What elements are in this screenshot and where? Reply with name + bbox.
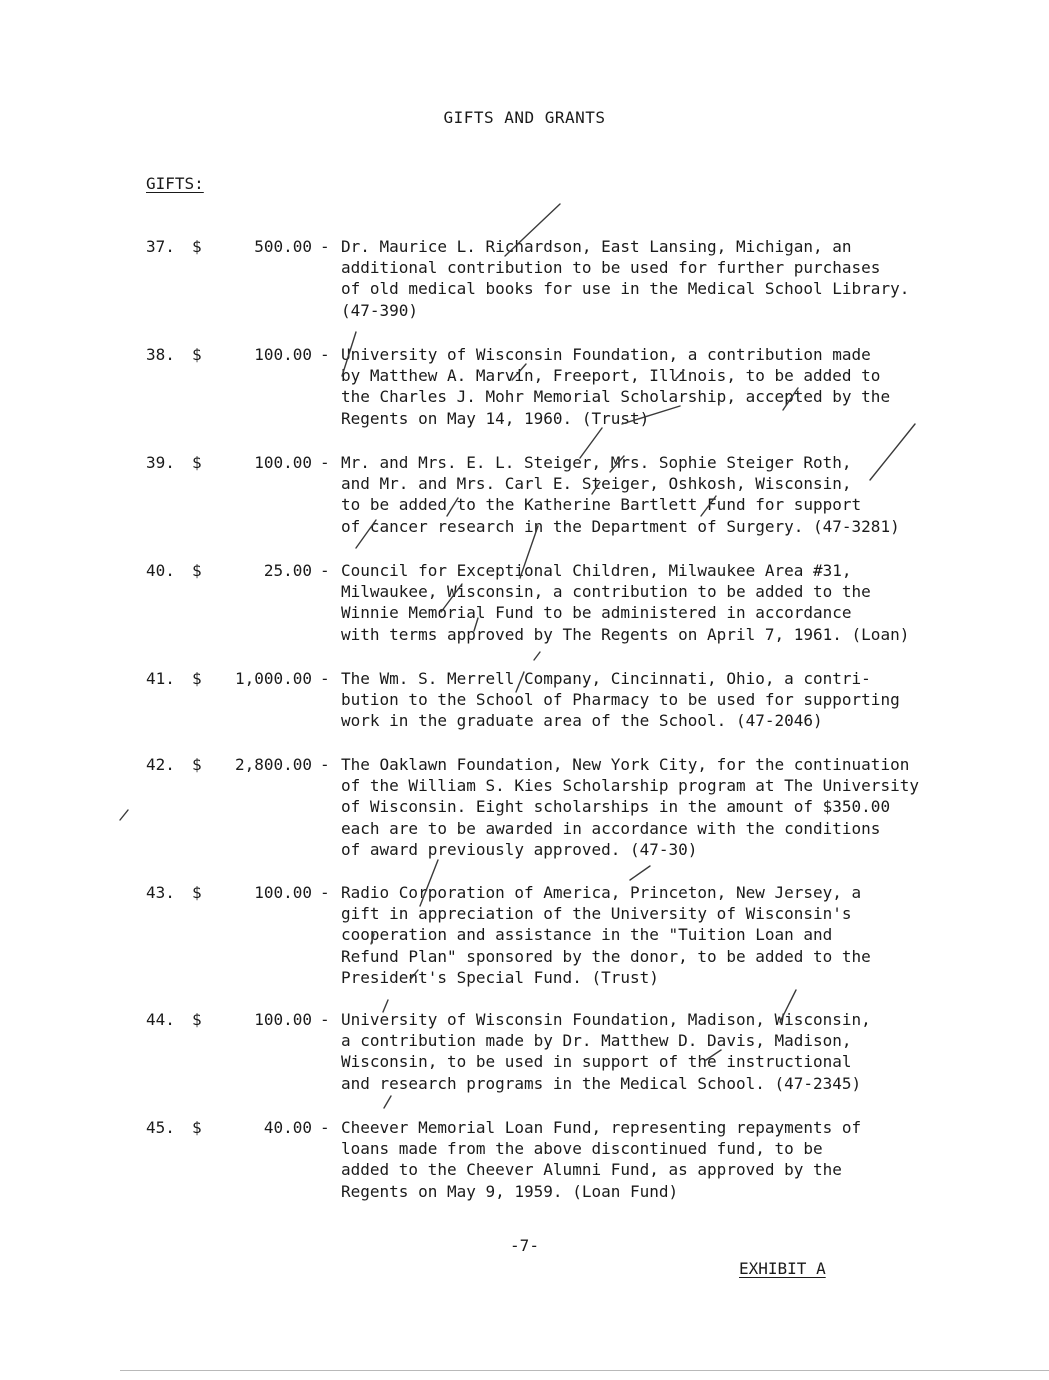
entry-number: 44. (146, 1010, 175, 1029)
entry-description: University of Wisconsin Foundation, Madison, Wisconsin, a contribution made by Dr. Matthew D. Davis, Madison, Wisconsin, to be used in support of the instructional and research programs in the Medical School. (47-2345) (341, 1010, 871, 1093)
entry-description: University of Wisconsin Foundation, a contribution made by Matthew A. Marvin, Freeport, Illinois, to be added to the Charles J. Mohr Memorial Scholarship, accepted by the Regents on May 14, 1960. (Trust) (341, 345, 891, 428)
entry-separator: - (320, 1118, 330, 1137)
entry-currency: $ (192, 1010, 202, 1029)
entry-amount: 100.00 (254, 453, 312, 472)
entry-separator: - (320, 883, 330, 902)
entry-currency: $ (192, 883, 202, 902)
entry-currency: $ (192, 1118, 202, 1137)
entry-description: Radio Corporation of America, Princeton, New Jersey, a gift in appreciation of the University of Wisconsin's cooperation and assistance in the "Tuition Loan and Refund Plan" sponsored by the donor, to be added to the President's Special Fund. (Trust) (341, 883, 871, 987)
entry-currency: $ (192, 237, 202, 256)
entry-amount: 500.00 (254, 237, 312, 256)
gift-entries-list (0, 236, 1049, 1225)
entry-description: The Oaklawn Foundation, New York City, for the continuation of the William S. Kies Scholarship program at The University of Wisconsin. Eight scholarships in the amount of $350.00 each are to be awarded in accordance with the conditions of award previously approved. (47-30) (341, 755, 919, 859)
exhibit-label: EXHIBIT A (739, 1259, 826, 1278)
gift-entry (0, 236, 1049, 344)
entry-number: 45. (146, 1118, 175, 1137)
entry-description: Dr. Maurice L. Richardson, East Lansing, Michigan, an additional contribution to be used for further purchases of old medical books for use in the Medical School Library. (47-390) (341, 237, 910, 320)
entry-separator: - (320, 561, 330, 580)
entry-number: 41. (146, 669, 175, 688)
entry-separator: - (320, 237, 330, 256)
entry-number: 37. (146, 237, 175, 256)
gift-entry (0, 882, 1049, 1009)
entry-number: 42. (146, 755, 175, 774)
entry-separator: - (320, 1010, 330, 1029)
gift-entry (0, 1009, 1049, 1117)
entry-amount: 40.00 (263, 1118, 312, 1137)
gift-entry (0, 452, 1049, 560)
entry-number: 39. (146, 453, 175, 472)
entry-amount: 1,000.00 (234, 669, 312, 688)
entry-separator: - (320, 345, 330, 364)
entry-currency: $ (192, 561, 202, 580)
entry-amount: 2,800.00 (234, 755, 312, 774)
entry-amount: 100.00 (254, 883, 312, 902)
gift-entry (0, 1117, 1049, 1225)
page-title: GIFTS AND GRANTS (443, 108, 606, 127)
gift-entry (0, 754, 1049, 882)
entry-number: 43. (146, 883, 175, 902)
entry-description: Mr. and Mrs. E. L. Steiger, Mrs. Sophie Steiger Roth, and Mr. and Mrs. Carl E. Steiger, Oshkosh, Wisconsin, to be added to the Katherine Bartlett Fund for support of cancer research in the Department of Surgery. (47-3281) (341, 453, 900, 536)
entry-number: 40. (146, 561, 175, 580)
entry-amount: 25.00 (263, 561, 312, 580)
gift-entry (0, 560, 1049, 668)
gift-entry (0, 668, 1049, 754)
entry-separator: - (320, 755, 330, 774)
page-number: -7- (510, 1236, 539, 1255)
entry-currency: $ (192, 345, 202, 364)
bottom-scan-edge (120, 1370, 1049, 1371)
entry-currency: $ (192, 669, 202, 688)
entry-currency: $ (192, 755, 202, 774)
entry-separator: - (320, 669, 330, 688)
entry-description: Council for Exceptional Children, Milwaukee Area #31, Milwaukee, Wisconsin, a contribution to be added to the Winnie Memorial Fund to be administered in accordance with terms approved by The Regents on April 7, 1961. (Loan) (341, 561, 910, 644)
entry-description: Cheever Memorial Loan Fund, representing repayments of loans made from the above discontinued fund, to be added to the Cheever Alumni Fund, as approved by the Regents on May 9, 1959. (Loan Fund) (341, 1118, 862, 1201)
gift-entry (0, 344, 1049, 452)
entry-currency: $ (192, 453, 202, 472)
entry-description: The Wm. S. Merrell Company, Cincinnati, Ohio, a contri- bution to the School of Pharmacy to be used for supporting work in the graduate area of the School. (47-2046) (341, 669, 900, 731)
entry-separator: - (320, 453, 330, 472)
entry-number: 38. (146, 345, 175, 364)
entry-amount: 100.00 (254, 1010, 312, 1029)
entry-amount: 100.00 (254, 345, 312, 364)
section-heading-gifts: GIFTS: (146, 174, 204, 193)
